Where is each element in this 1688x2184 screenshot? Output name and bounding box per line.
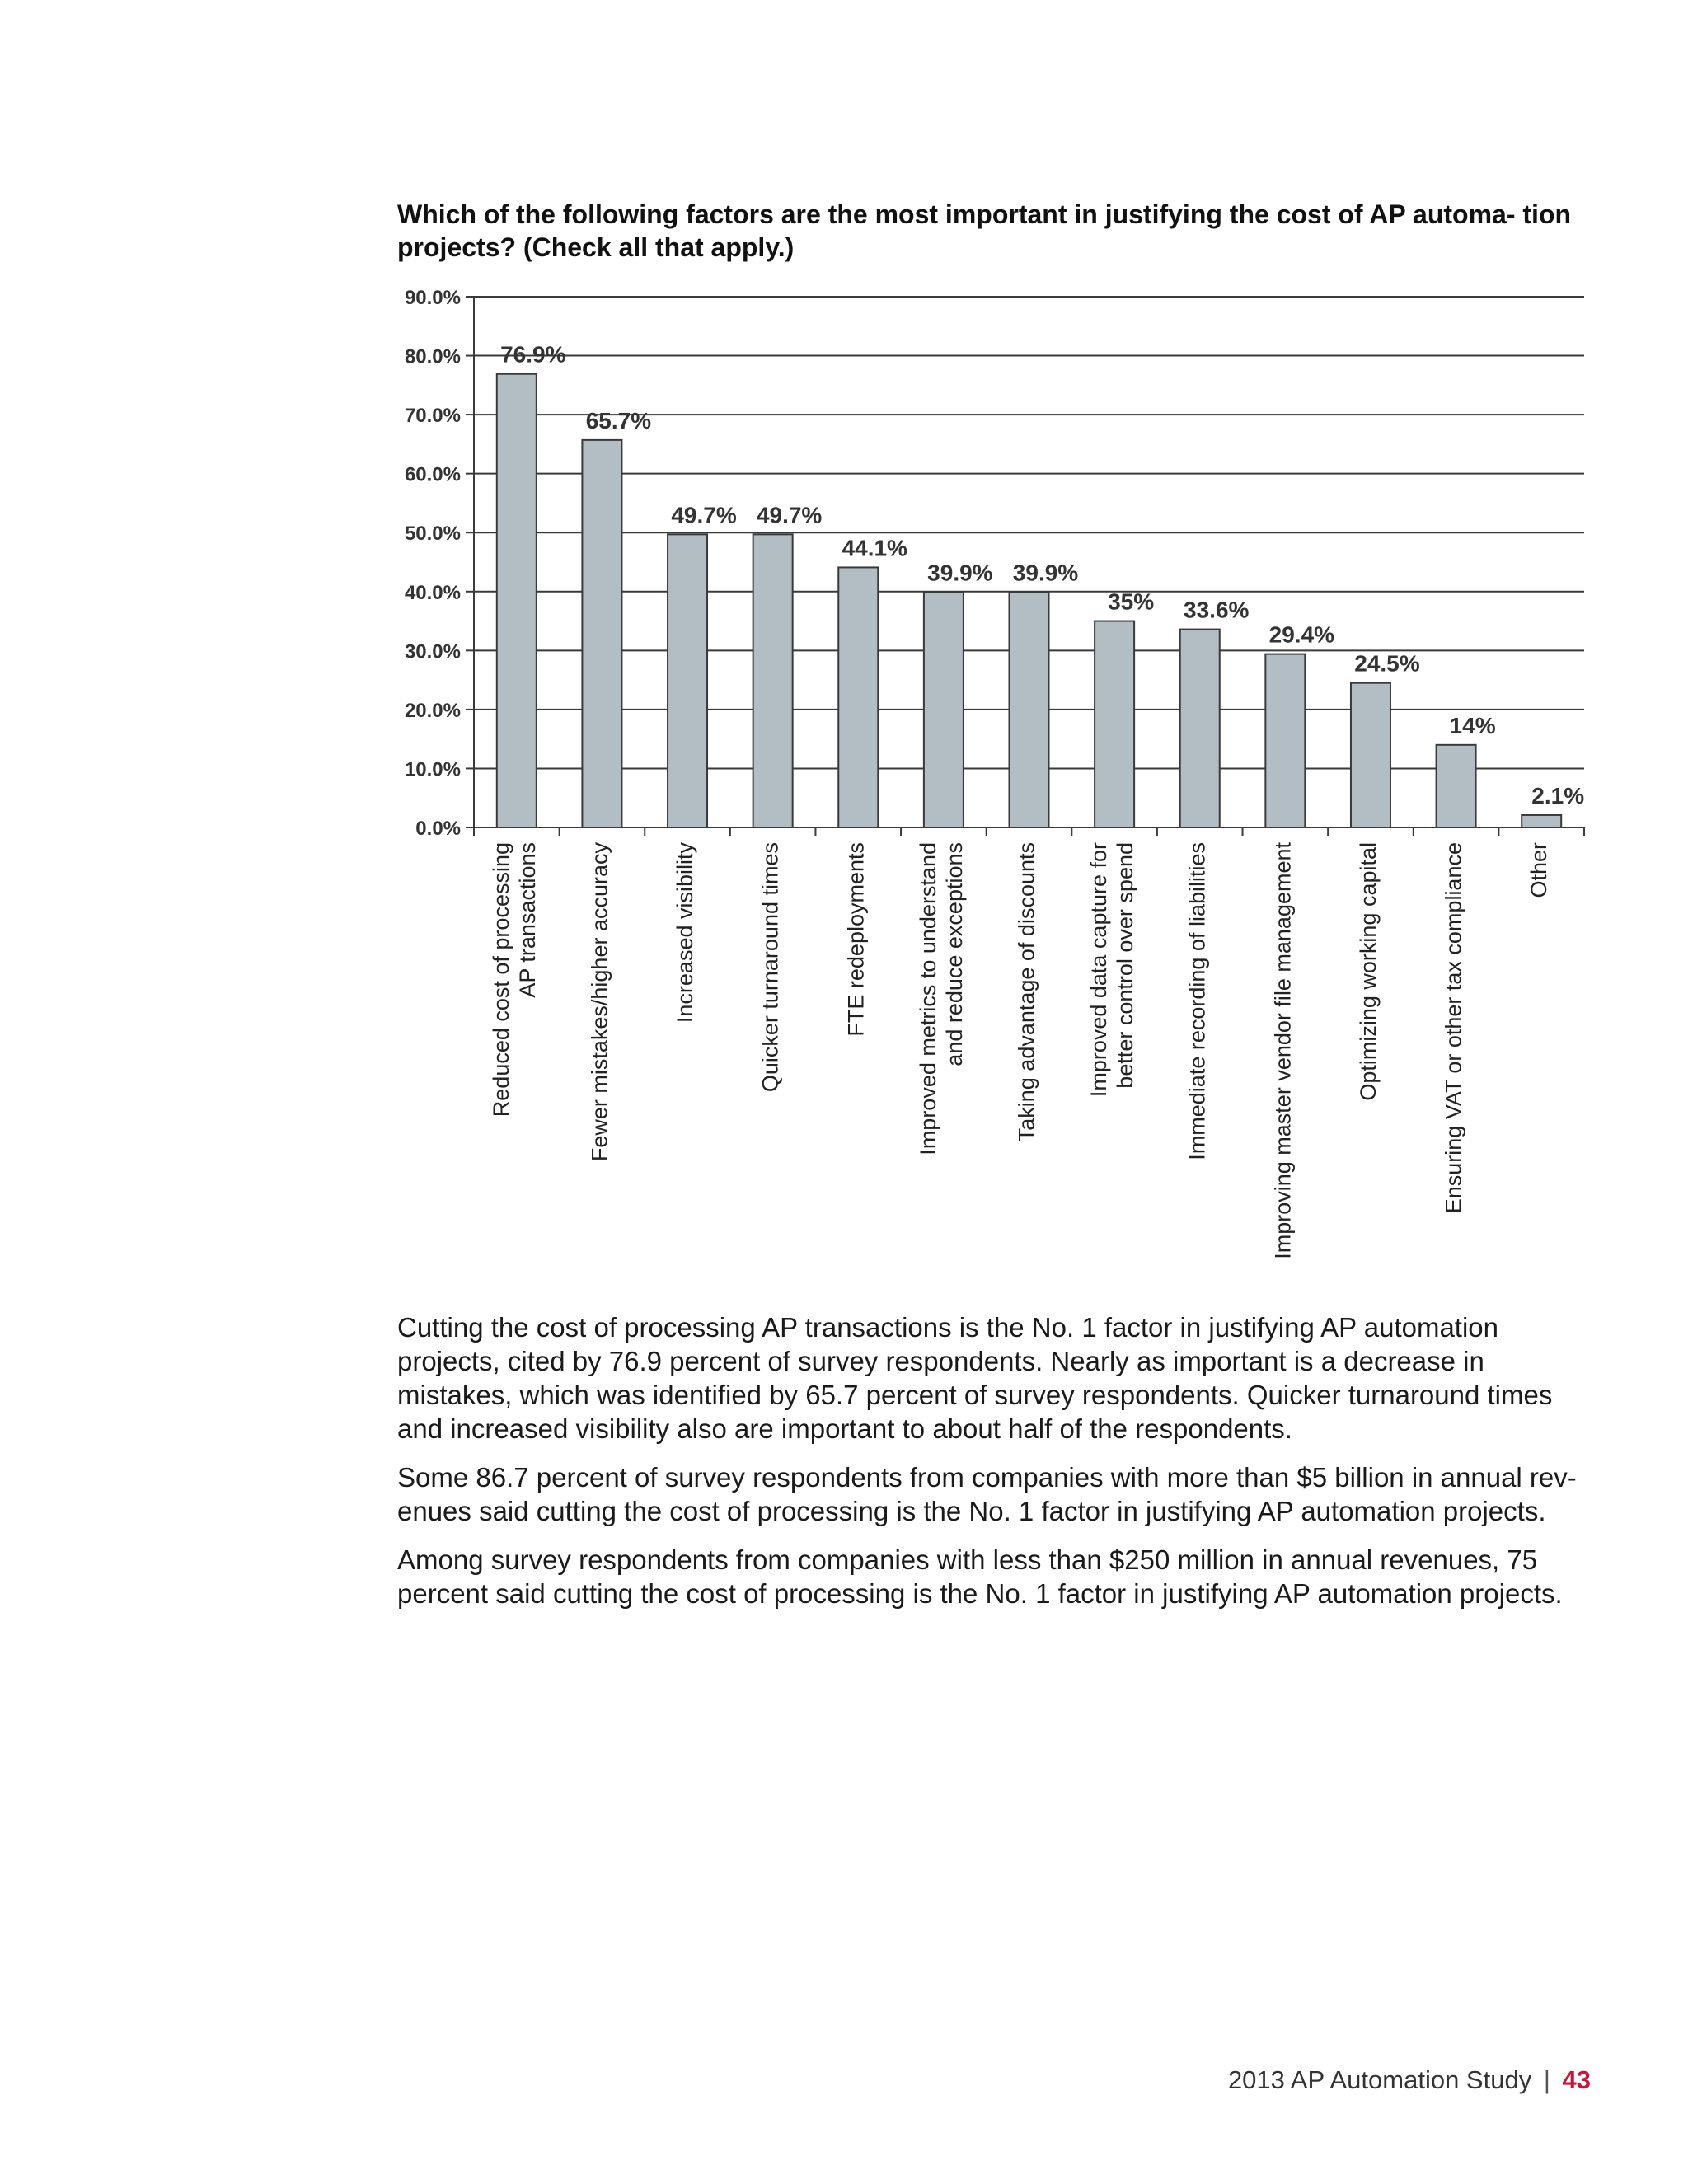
- y-tick-label: 0.0%: [415, 818, 461, 840]
- data-label: 76.9%: [500, 341, 566, 368]
- body-paragraph-2: Some 86.7 percent of survey respondents from companies with more than $5 billion in annual rev- enues said cutting the cost of processing is the No. 1 factor in justifying AP automation projects.: [397, 1462, 1577, 1526]
- data-label: 49.7%: [756, 502, 823, 528]
- data-label: 39.9%: [1012, 560, 1079, 586]
- body-paragraph-3: Among survey respondents from companies with less than $250 million in annual revenues, 75 percent said cutting the cost of processing is the No. 1 factor in justifying AP automation projects.: [397, 1544, 1563, 1609]
- bar: [582, 440, 621, 827]
- data-label: 65.7%: [585, 407, 652, 434]
- page-footer: [1228, 2065, 1591, 2095]
- bar: [1010, 592, 1049, 827]
- footer-separator: |: [1543, 2065, 1550, 2094]
- bar: [497, 374, 537, 827]
- category-label: FTE redeployments: [843, 842, 869, 1037]
- category-label: Reduced cost of processingAP transactions: [488, 842, 540, 1118]
- y-tick-label: 10.0%: [404, 758, 461, 781]
- y-tick-label: 70.0%: [404, 405, 461, 428]
- data-label: 49.7%: [671, 502, 737, 528]
- data-label: 29.4%: [1268, 621, 1335, 648]
- body-text: [397, 1310, 1584, 1625]
- category-label: Taking advantage of discounts: [1014, 842, 1039, 1142]
- y-tick-label: 30.0%: [404, 640, 461, 663]
- y-tick-label: 40.0%: [404, 581, 461, 604]
- data-label: 14%: [1449, 712, 1496, 738]
- y-tick-label: 80.0%: [404, 345, 461, 368]
- bar: [924, 592, 964, 827]
- chart-title: Which of the following factors are the most important in justifying the cost of AP automa- tion projects? (Check all that apply.): [397, 199, 1572, 262]
- category-label: Other: [1526, 842, 1552, 898]
- category-label: Fewer mistakes/higher accuracy: [587, 842, 612, 1162]
- data-label: 39.9%: [927, 560, 993, 586]
- footer-study-title: 2013 AP Automation Study: [1227, 2065, 1532, 2094]
- bar: [1265, 654, 1305, 827]
- category-label: Quicker turnaround times: [757, 842, 783, 1093]
- bar: [1522, 815, 1561, 827]
- data-label: 24.5%: [1354, 650, 1420, 677]
- bar: [753, 534, 793, 827]
- bar: [668, 534, 707, 827]
- data-label: 44.1%: [842, 535, 907, 561]
- y-tick-label: 20.0%: [404, 699, 461, 722]
- y-tick-label: 60.0%: [404, 463, 461, 486]
- body-paragraph-1: Cutting the cost of processing AP transactions is the No. 1 factor in justifying AP automation projects, cited by 76.9 percent of survey respondents. Nearly as important is a decrease in mistakes, which was identified by 65.7 percent of survey respondents. Quicker turnaround times and increased visibility also are important to about half of the respondents.: [397, 1312, 1553, 1444]
- bar: [1095, 621, 1134, 827]
- page-number: 43: [1562, 2065, 1591, 2094]
- data-label: 2.1%: [1531, 782, 1585, 808]
- bar: [838, 567, 878, 827]
- y-tick-label: 50.0%: [404, 523, 461, 546]
- category-label: Immediate recording of liabilities: [1184, 842, 1210, 1160]
- bar: [1437, 745, 1476, 827]
- category-label: Improved metrics to understandand reduce exceptions: [915, 842, 967, 1155]
- category-label: Optimizing working capital: [1355, 842, 1381, 1101]
- category-label: Ensuring VAT or other tax compliance: [1441, 842, 1466, 1214]
- data-label: 35%: [1108, 588, 1155, 615]
- bar: [1351, 683, 1390, 827]
- category-label: Improving master vendor file management: [1270, 842, 1296, 1259]
- data-label: 33.6%: [1184, 597, 1250, 623]
- bar: [1180, 630, 1220, 827]
- category-label: Improved data capture forbetter control over spend: [1086, 842, 1138, 1098]
- y-tick-label: 90.0%: [404, 287, 461, 309]
- category-label: Increased visibility: [673, 842, 698, 1024]
